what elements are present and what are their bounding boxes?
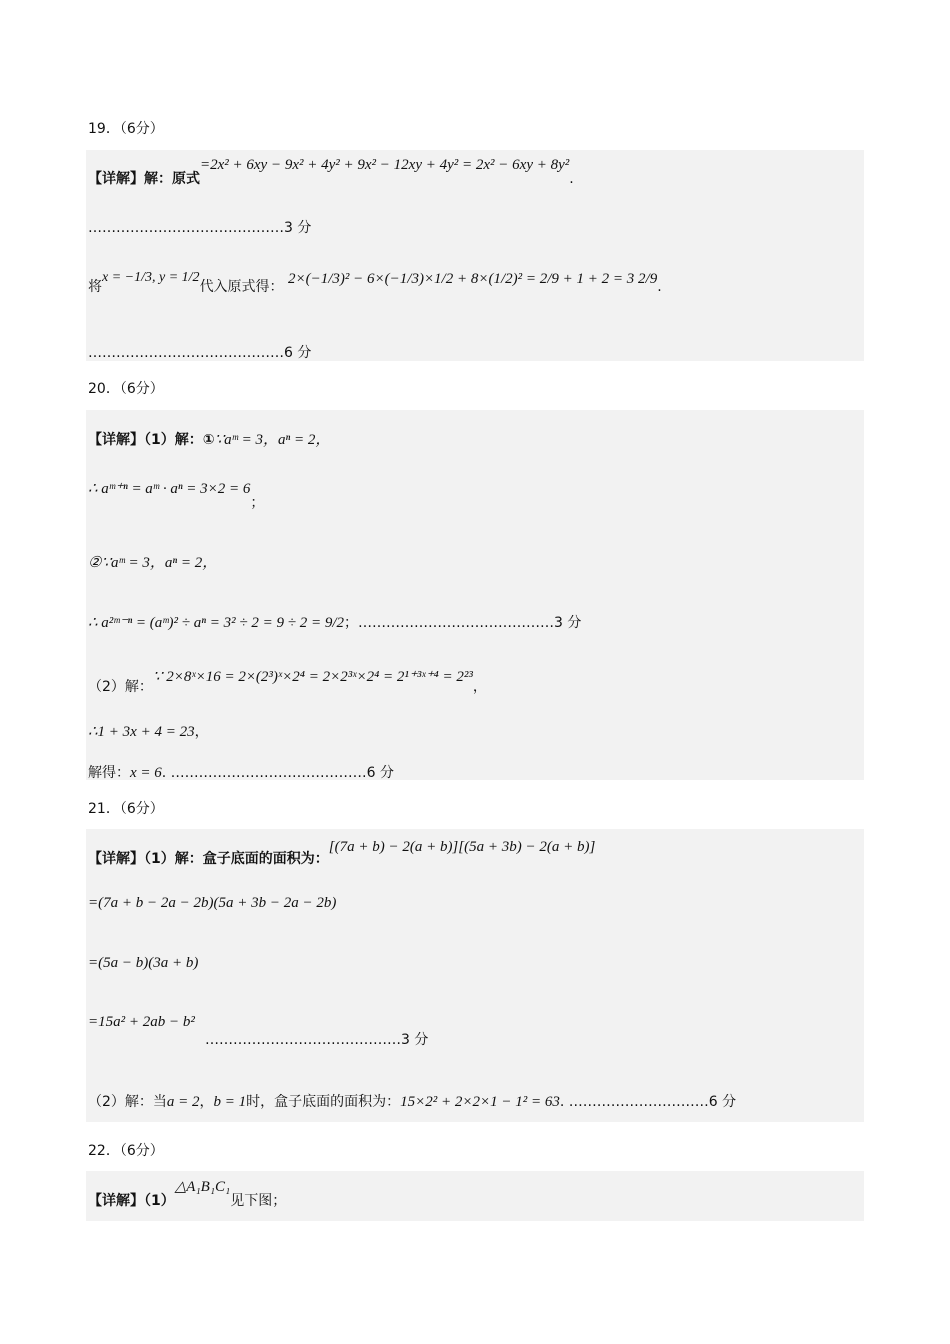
q22-triangle: △A₁B₁C₁ — [174, 1179, 231, 1195]
q19-score-3: ……………………………………3 分 — [88, 220, 312, 236]
q21-part2-label: （2）解：当 — [88, 1094, 167, 1110]
question-19-title: 19．（6分） — [88, 121, 164, 137]
q20-line-4 — [88, 612, 581, 632]
question-20-title: 20．（6分） — [88, 381, 164, 397]
q20-line-1 — [88, 428, 330, 449]
q19-expression: =2x² + 6xy − 9x² + 4y² + 9x² − 12xy + 4y² = 2x² − 6xy + 8y² — [200, 157, 570, 173]
q21-area-expr: [(7a + b) − 2(a + b)][(5a + 3b) − 2(a + b)] — [328, 839, 596, 855]
q19-end-2: . — [657, 279, 662, 295]
q21-line-3 — [88, 955, 198, 972]
q21-step-2: =(5a − b)(3a + b) — [88, 955, 199, 971]
q21-a-value: a = 2 — [166, 1094, 200, 1110]
question-21-title: 21．（6分） — [88, 801, 164, 817]
q20-score-3: ；……………………………………3 分 — [344, 615, 582, 631]
q20-step-2: ∴ a²ᵐ⁻ⁿ = (aᵐ)² ÷ aⁿ = 3² ÷ 2 = 9 ÷ 2 = 9/2 — [88, 615, 345, 631]
q21-step-1: =(7a + b − 2a − 2b)(5a + 3b − 2a − 2b) — [88, 895, 337, 911]
q20-solve-label: 解得： — [88, 765, 130, 781]
q20-given: ∵aᵐ = 3，aⁿ = 2， — [214, 432, 331, 448]
q21-score-6: . …………………………6 分 — [559, 1094, 737, 1110]
q21-b-value: b = 1 — [213, 1094, 247, 1110]
q20-label: 【详解】（1）解：① — [88, 432, 215, 448]
q19-label: 【详解】解：原式 — [88, 171, 200, 187]
q21-line-4 — [88, 1014, 195, 1031]
question-22-title: 22．（6分） — [88, 1143, 164, 1159]
q19-mid: 代入原式得： — [199, 279, 284, 295]
q21-line-5 — [88, 1091, 736, 1111]
q20-part2-label: （2）解： — [88, 679, 153, 695]
q20-line-7 — [88, 762, 394, 782]
q19-evaluation: 2×(−1/3)² − 6×(−1/3)×1/2 + 8×(1/2)² = 2/9 + 1 + 2 = 3 2/9 — [288, 271, 658, 287]
q20-solution: x = 6 — [130, 765, 162, 781]
q22-line-1 — [88, 1179, 287, 1210]
q20-given-2: ②∵aᵐ = 3，aⁿ = 2， — [88, 555, 218, 571]
q20-equation: ∴1 + 3x + 4 = 23 — [88, 724, 195, 740]
q20-step-1: ∴ aᵐ⁺ⁿ = aᵐ · aⁿ = 3×2 = 6 — [88, 481, 251, 497]
q19-score-6: ……………………………………6 分 — [88, 345, 312, 361]
q20-end-1: ； — [250, 495, 265, 511]
question-21-panel — [86, 829, 864, 1122]
q20-line-5 — [88, 669, 487, 696]
q20-score-6: . ……………………………………6 分 — [161, 765, 395, 781]
q19-end: . — [569, 171, 574, 187]
q20-line-3 — [88, 551, 217, 572]
q19-substitution: x = −1/3, y = 1/2 — [102, 270, 200, 285]
q19-line-1 — [88, 157, 574, 188]
q19-line-3 — [88, 270, 662, 296]
q21-label: 【详解】（1）解：盒子底面的面积为： — [88, 851, 329, 867]
q21-line-1 — [88, 839, 596, 868]
q19-prefix: 将 — [88, 279, 102, 295]
q21-mid: 时，盒子底面的面积为： — [246, 1094, 401, 1110]
q20-end-3: ， — [194, 724, 209, 740]
q20-line-6 — [88, 721, 209, 741]
q22-label: 【详解】（1） — [88, 1193, 175, 1209]
q21-area-value: 15×2² + 2×2×1 − 1² = 63 — [400, 1094, 560, 1110]
q21-step-3: =15a² + 2ab − b² — [88, 1014, 195, 1030]
q20-part2-expr: ∵ 2×8ˣ×16 = 2×(2³)ˣ×2⁴ = 2×2³ˣ×2⁴ = 2¹⁺³ˣ⁺⁴ = 2²³ — [152, 669, 473, 685]
q20-end-2: ， — [472, 679, 487, 695]
q20-line-2 — [88, 478, 265, 511]
q22-end: 见下图； — [230, 1193, 287, 1209]
q21-score-3: ……………………………………3 分 — [205, 1032, 429, 1048]
q21-sep: ， — [199, 1094, 214, 1110]
q21-line-2 — [88, 895, 336, 912]
